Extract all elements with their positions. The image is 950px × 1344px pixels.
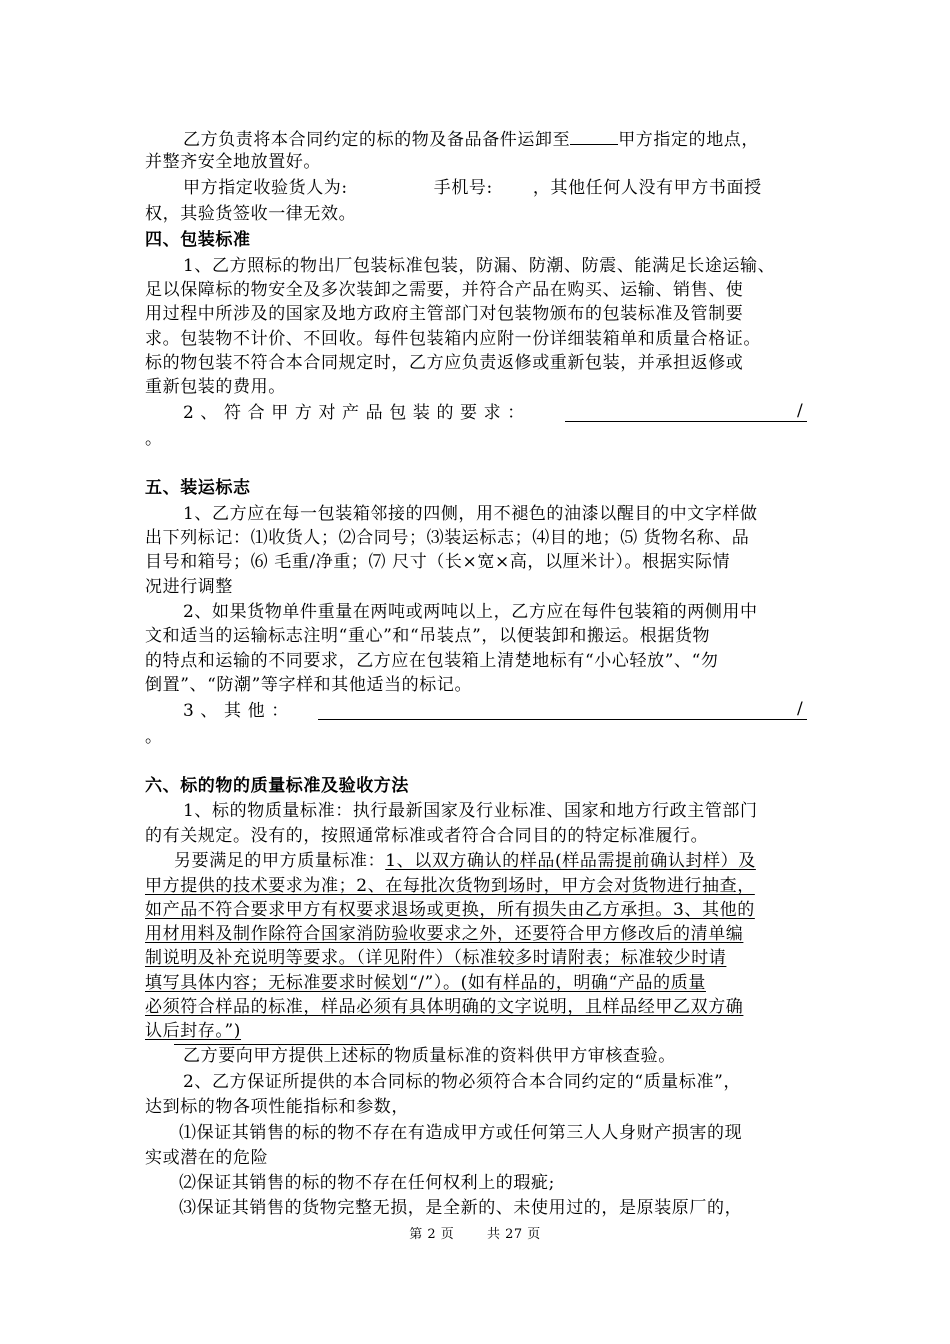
text-line: 2、如果货物单件重量在两吨或两吨以上，乙方应在每件包装箱的两侧用中 [183,602,758,622]
text-line: 1、乙方照标的物出厂包装标准包装，防漏、防潮、防震、能满足长途运输、 [183,256,776,276]
text-line: 重新包装的费用。 [145,377,286,397]
text-line: 制说明及补充说明等要求。（详见附件）（标准较多时请附表；标准较少时请 [145,948,727,968]
text-line: 达到标的物各项性能指标和参数， [145,1097,409,1117]
list-item: ⑶保证其销售的货物完整无损，是全新的、未使用过的，是原装原厂的， [179,1198,743,1218]
text-line: 并整齐安全地放置好。 [145,152,321,172]
page-footer [0,1226,950,1244]
fill-in-value: / [797,699,804,719]
text-line: 3 、 其 他 ： [183,701,289,721]
text-line: 。 [145,429,163,449]
text-line: 倒置”、“防潮”等字样和其他适当的标记。 [145,675,473,695]
text-line: 用材用料及制作除符合国家消防验收要求之外，还要符合甲方修改后的清单编 [145,924,744,944]
section-heading: 六、标的物的质量标准及验收方法 [145,776,409,796]
text-line: 。 [145,727,163,747]
text-line: 必须符合样品的标准，样品必须有具体明确的文字说明，且样品经甲乙双方确 [145,997,744,1017]
text-line: 填写具体内容；无标准要求时候划“/”）。(如有样品的，明确“产品的质量 [145,973,706,993]
page-total: 共 27 页 [486,1227,541,1242]
text-line: 出下列标记：⑴收货人；⑵合同号；⑶装运标志；⑷目的地；⑸ 货物名称、品 [145,528,750,548]
section-heading: 五、装运标志 [145,478,251,498]
text-line: 2 、 符 合 甲 方 对 产 品 包 装 的 要 求 ： [183,403,525,423]
text-line: 乙方负责将本合同约定的标的物及备品备件运卸至 甲方指定的地点， [183,126,813,150]
text-line: 权，其验货签收一律无效。 [145,204,357,224]
text-line: 的有关规定。没有的，按照通常标准或者符合合同目的的特定标准履行。 [145,826,709,846]
text-line: 用过程中所涉及的国家及地方政府主管部门对包装物颁布的包装标准及管制要 [145,304,744,324]
text-line: 目号和箱号；⑹ 毛重/净重；⑺ 尺寸（长×宽×高，以厘米计）。根据实际情 [145,552,731,572]
text-line: 另要满足的甲方质量标准：1、以双方确认的样品(样品需提前确认封样）及 [174,851,756,871]
list-item: ⑵保证其销售的标的物不存在任何权利上的瑕疵; [179,1173,555,1193]
text-line: 认后封存。”) [145,1021,242,1041]
section-heading: 四、包装标准 [145,230,251,250]
fill-in-underline [565,421,807,422]
fill-in-value: / [797,401,804,421]
text-line: 况进行调整 [145,577,233,597]
text-line: 求。包装物不计价、不回收。每件包装箱内应附一份详细装箱单和质量合格证。 [145,329,761,349]
text-line: 标的物包装不符合本合同规定时，乙方应负责返修或重新包装，并承担返修或 [145,353,744,373]
text-line: 的特点和运输的不同要求，乙方应在包装箱上清楚地标有“小心轻放”、“勿 [145,651,719,671]
text-line: 乙方要向甲方提供上述标的物质量标准的资料供甲方审核查验。 [183,1046,676,1066]
text-line: 如产品不符合要求甲方有权要求退场或更换，所有损失由乙方承担。3、其他的 [145,900,755,920]
text-line: 文和适当的运输标志注明“重心”和“吊装点”，以便装卸和搬运。根据货物 [145,626,711,646]
text-line: 足以保障标的物安全及多次装卸之需要，并符合产品在购买、运输、销售、使 [145,280,744,300]
page-number: 第 2 页 [409,1227,455,1242]
text-line: 1、标的物质量标准：执行最新国家及行业标准、国家和地方行政主管部门 [183,801,758,821]
text-line: 实或潜在的危险 [145,1148,269,1168]
text-line: 1、乙方应在每一包装箱邻接的四侧，用不褪色的油漆以醒目的中文字样做 [183,504,758,524]
text-line: 甲方提供的技术要求为准；2、在每批次货物到场时，甲方会对货物进行抽查， [145,876,755,896]
text-line: 2、乙方保证所提供的本合同标的物必须符合本合同约定的“质量标准”， [183,1072,741,1092]
text-line: 甲方指定收验货人为: 手机号: ，其他任何人没有甲方书面授 [183,178,762,198]
list-item: ⑴保证其销售的标的物不存在有造成甲方或任何第三人人身财产损害的现 [179,1123,743,1143]
fill-in-underline [318,719,807,720]
